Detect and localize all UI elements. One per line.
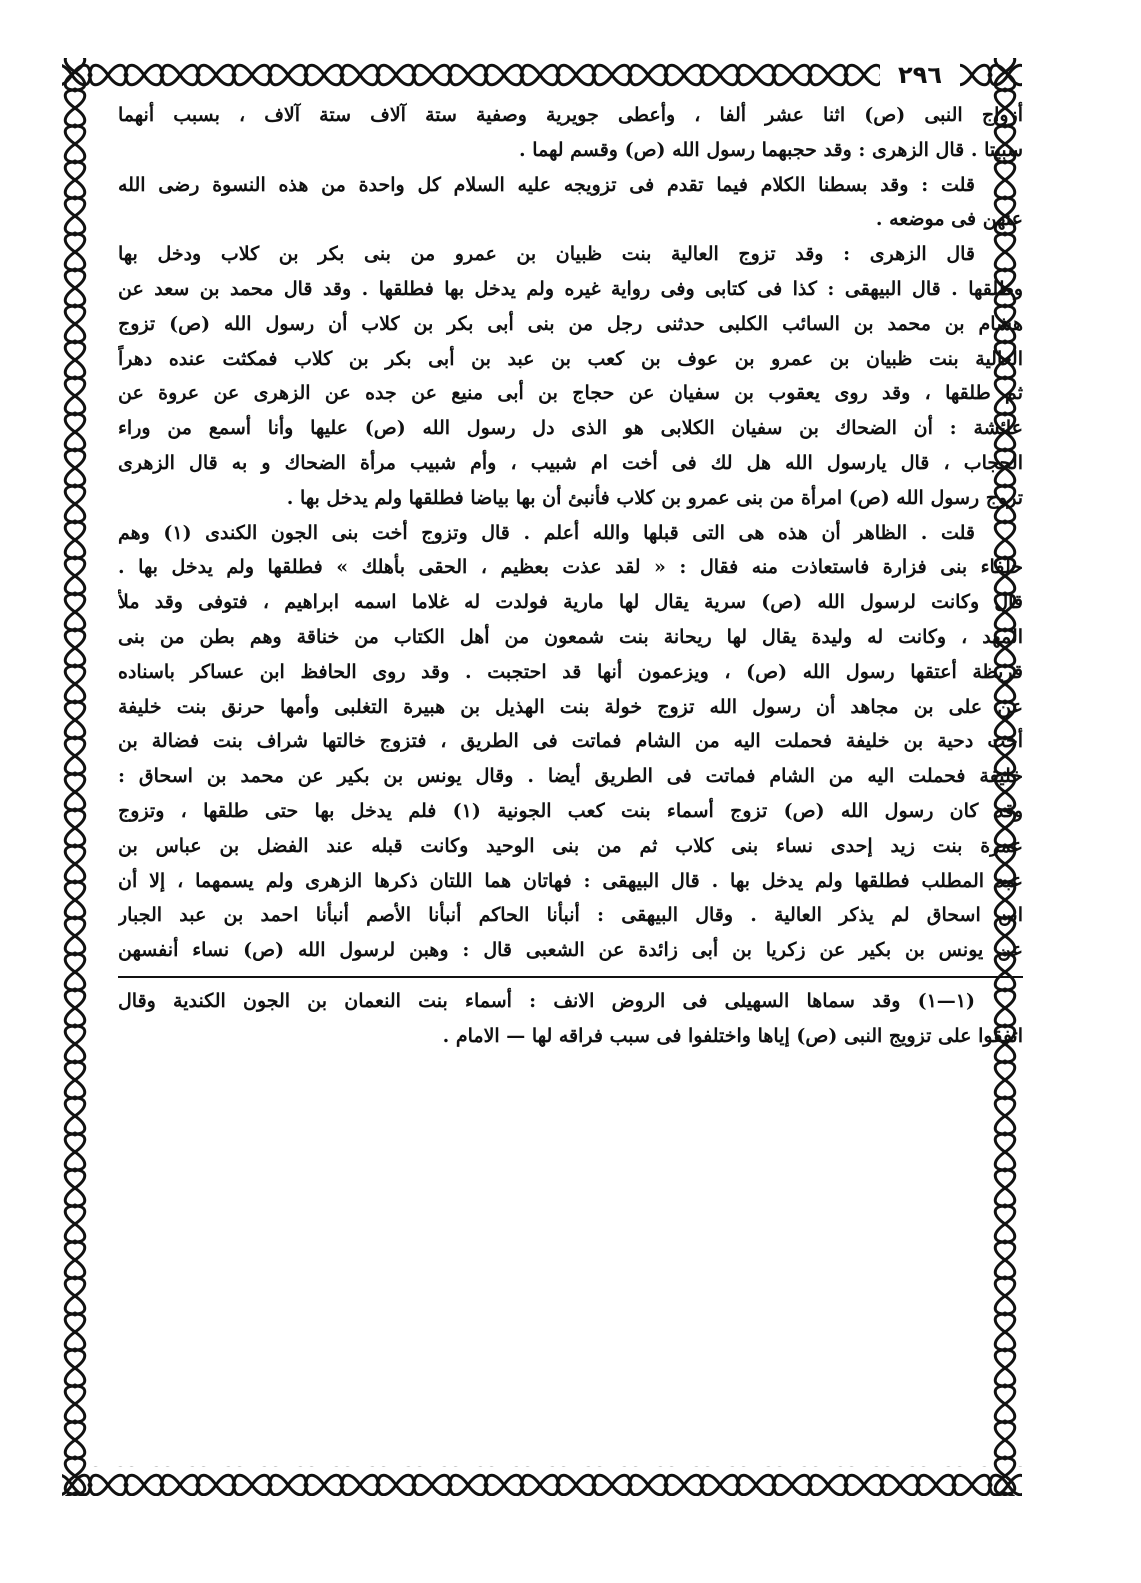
text-line: أزواج النبى (ص) اثنا عشر ألفا ، وأعطى جويرية وصفية ستة آلاف ستة آلاف ، بسبب أنهما xyxy=(118,104,1023,126)
text-line: وطلقها . قال البيهقى : كذا فى كتابى وفى رواية غيره ولم يدخل بها فطلقها . وقد قال محمد بن سعد عن xyxy=(118,277,1023,300)
border-bottom xyxy=(62,1466,1022,1496)
text-line: حلفاء بنى فزارة فاستعاذت منه فقال : « لقد عذت بعظيم ، الحقى بأهلك » فطلقها ولم يدخل بها . xyxy=(118,556,1023,579)
text-line: عمرة بنت زيد إحدى نساء بنى كلاب ثم من بنى الوحيد وكانت قبله عند الفضل بن عباس بن xyxy=(118,834,1023,857)
footnote-divider xyxy=(118,976,1023,978)
text-line: عن يونس بن بكير عن زكريا بن أبى زائدة عن الشعبى قال : وهبن لرسول الله (ص) نساء أنفسهن xyxy=(118,939,1023,962)
text-line: قريظة أعتقها رسول الله (ص) ، ويزعمون أنها قد احتجبت . وقد روى الحافظ ابن عساكر باسناده xyxy=(118,660,1023,683)
text-line: المهد ، وكانت له وليدة يقال لها ريحانة بنت شمعون من أهل الكتاب من خناقة وهم بطن من بنى xyxy=(118,625,1023,648)
text-line: عبد المطلب فطلقها ولم يدخل بها . قال البيهقى : فهاتان هما اللتان ذكرها الزهرى ولم يسمهما ، إلا أن xyxy=(118,869,1023,892)
text-line: سبيتا . قال الزهرى : وقد حجبهما رسول الله (ص) وقسم لهما . xyxy=(518,138,1023,161)
page-number: ٢٩٦ xyxy=(880,60,960,90)
text-line: قلت . الظاهر أن هذه هى التى قبلها والله أعلم . قال وتزوج أخت بنى الجون الكندى (١) وهم xyxy=(118,521,975,544)
text-line: عن على بن مجاهد أن رسول الله تزوج خولة بنت الهذيل بن هبيرة التغلبى وأمها حرنق بنت خليفة xyxy=(118,695,1023,718)
text-line: هشام بن محمد بن السائب الكلبى حدثنى رجل من بنى أبى بكر بن كلاب أن رسول الله (ص) تزوج xyxy=(118,312,1023,335)
footnote-line: (١—١) وقد سماها السهيلى فى الروض الانف : أسماء بنت النعمان بن الجون الكندية وقال xyxy=(118,989,975,1012)
text-line: خليفة فحملت اليه من الشام فماتت فى الطريق أيضا . وقال يونس بن بكير عن محمد بن اسحاق : xyxy=(118,765,1023,788)
text-line: أخت دحية بن خليفة فحملت اليه من الشام فماتت فى الطريق ، فتزوج خالتها شراف بنت فضالة بن xyxy=(118,730,1023,753)
text-line: عنهن فى موضعه . xyxy=(875,208,1023,231)
text-line: قلت : وقد بسطنا الكلام فيما تقدم فى تزويجه عليه السلام كل واحدة من هذه النسوة رضى الله xyxy=(118,173,975,196)
main-text xyxy=(118,98,1023,1458)
border-top xyxy=(62,58,1022,88)
border-left xyxy=(62,58,92,1496)
text-line: قال الزهرى : وقد تزوج العالية بنت ظبيان بن عمرو من بنى بكر بن كلاب ودخل بها xyxy=(118,243,975,266)
text-line: العالية بنت ظبيان بن عمرو بن عوف بن كعب بن عبد بن أبى بكر بن كلاب فمكثت عنده دهراً xyxy=(118,347,1023,370)
text-line: ثم طلقها ، وقد روى يعقوب بن سفيان عن حجاج بن أبى منيع عن جده عن الزهرى عن عروة عن xyxy=(118,382,1023,405)
text-line: قال وكانت لرسول الله (ص) سرية يقال لها مارية فولدت له غلاما اسمه ابراهيم ، فتوفى وقد ملأ xyxy=(118,591,1023,614)
text-line: تزوج رسول الله (ص) امرأة من بنى عمرو بن كلاب فأنبئ أن بها بياضا فطلقها ولم يدخل بها . xyxy=(286,486,1023,509)
text-line: عائشة : أن الضحاك بن سفيان الكلابى هو الذى دل رسول الله (ص) عليها وأنا أسمع من وراء xyxy=(118,417,1023,440)
text-line: وقد كان رسول الله (ص) تزوج أسماء بنت كعب الجونية (١) فلم يدخل بها حتى طلقها ، وتزوج xyxy=(118,799,1023,822)
footnote-line: اتفقوا على تزويج النبى (ص) إياها واختلفوا فى سبب فراقه لها — الامام . xyxy=(442,1024,1023,1047)
text-line: الحجاب ، قال يارسول الله هل لك فى أخت ام شبيب ، وأم شبيب مرأة الضحاك و به قال الزهرى xyxy=(118,451,1023,474)
text-line: ابن اسحاق لم يذكر العالية . وقال البيهقى : أنبأنا الحاكم أنبأنا الأصم أنبأنا احمد بن عبد الجبار xyxy=(118,904,1023,927)
